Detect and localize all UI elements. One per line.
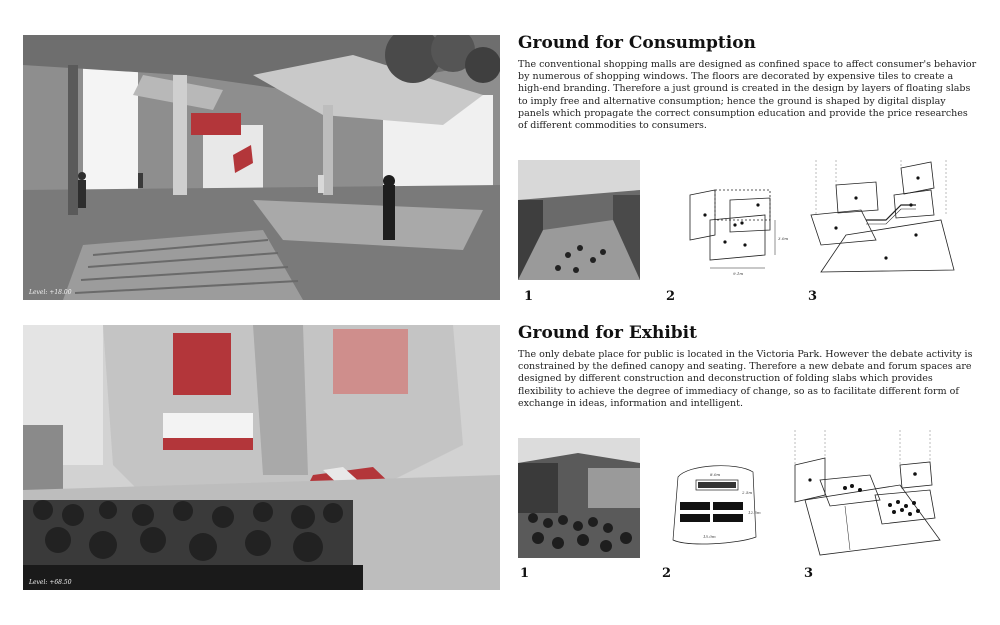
- figure-number: 1: [524, 289, 534, 304]
- section-exhibit: [518, 323, 980, 410]
- consumption-diagram-2: [670, 160, 790, 285]
- render-level-label: Level: +68.50: [29, 579, 72, 586]
- debate-photo-image: [518, 438, 640, 558]
- section-consumption: [518, 33, 980, 132]
- slab-section-diagram: [670, 160, 790, 285]
- diagram-width-label: 9.1m: [733, 271, 744, 276]
- consumption-photo: [518, 160, 640, 280]
- figure-number: 2: [666, 289, 676, 304]
- exhibit-diagram-3: [790, 430, 950, 560]
- exhibit-render: [23, 325, 500, 590]
- section-title: Ground for Exhibit: [518, 323, 697, 343]
- section-body: The conventional shopping malls are designed as confined space to affect consumer's behavior by numerous of shopping windows. The floors are decorated by expensive tiles to create a high-end branding. Therefore a just ground is created in the design by layers of floating slabs to imply free and alternative consumption; hence the ground is shaped by digital display panels which propagate the correct consumption education and provide the price researches of different commodities to consumers.: [518, 59, 977, 132]
- slab-axon-diagram: [806, 160, 958, 285]
- consumption-render-image: [23, 35, 500, 300]
- figure-number: 3: [808, 289, 818, 304]
- render-level-label: Level: +18.00: [29, 289, 72, 296]
- mall-photo-image: [518, 160, 640, 280]
- figure-number: 3: [804, 566, 814, 581]
- section-body: The only debate place for public is located in the Victoria Park. However the debate activity is constrained by the defined canopy and seating. Therefore a new debate and forum spaces are designed by different construction and deconstruction of folding slabs which provides flexibility to achieve the degree of immediacy of change, so as to facilitate different form of exchange in ideas, information and intelligent.: [518, 349, 973, 409]
- diagram-top-label: 8.0m: [710, 472, 721, 477]
- figure-number: 1: [520, 566, 530, 581]
- exhibit-photo: [518, 438, 640, 558]
- diagram-height-label: 3.0m: [778, 236, 789, 241]
- section-title: Ground for Consumption: [518, 33, 756, 53]
- diagram-depth-label: 12.5m: [748, 510, 761, 515]
- diagram-width-label: 15.0m: [703, 534, 716, 539]
- seating-plan-diagram: [668, 462, 773, 552]
- consumption-render: [23, 35, 500, 300]
- diagram-side-label: 2.5m: [742, 490, 753, 495]
- folding-slab-diagram: [790, 430, 950, 560]
- exhibit-diagram-2: [668, 462, 773, 552]
- figure-number: 2: [662, 566, 672, 581]
- exhibit-render-image: [23, 325, 500, 590]
- consumption-diagram-3: [806, 160, 958, 285]
